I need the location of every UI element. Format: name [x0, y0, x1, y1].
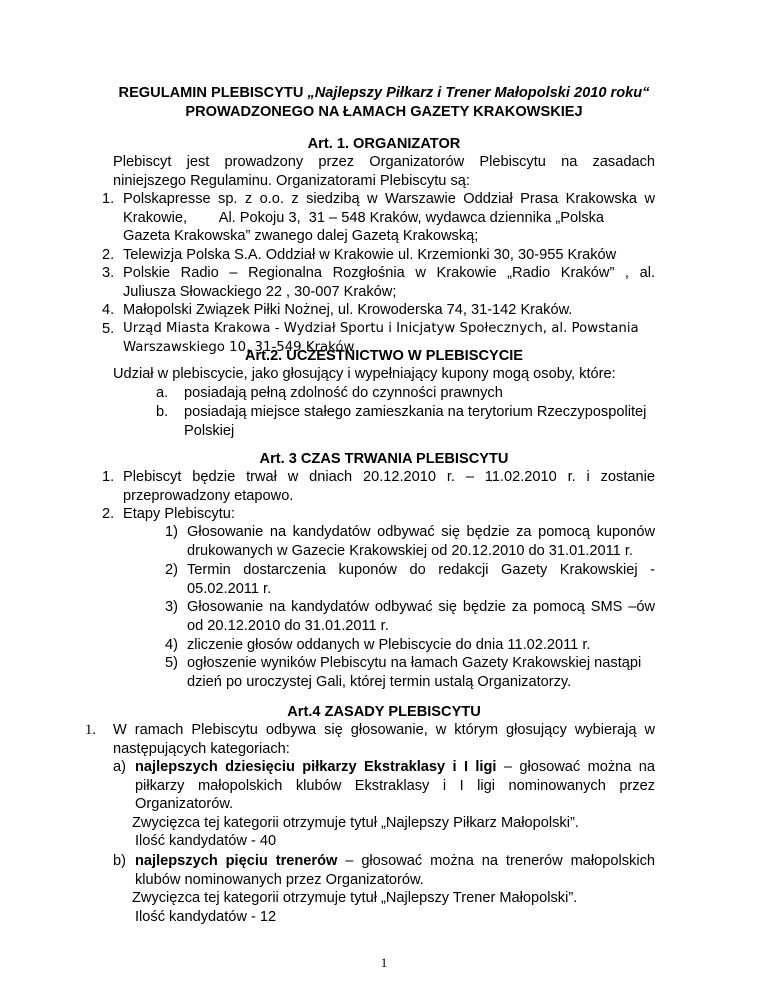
art3-stage-2-line1: Termin dostarczenia kuponów do redakcji Gazety Krakowskiej -: [187, 562, 655, 578]
art3-item-1-line2: przeprowadzony etapowo.: [123, 487, 294, 504]
art1-item-3-line2: Juliusza Słowackiego 22 , 30-007 Kraków;: [123, 283, 397, 300]
title-italic: „Najlepszy Piłkarz i Trener Małopolski 2010 roku“: [307, 85, 650, 101]
art2-item-a: [156, 384, 656, 403]
category-a-winner: Zwycięzca tej kategorii otrzymuje tytuł „Najlepszy Piłkarz Małopolski”.: [132, 814, 579, 831]
art3-stage-4: [165, 636, 655, 655]
list-number: 2.: [102, 506, 115, 522]
art1-item-3: [102, 264, 655, 301]
category-b-count: Ilość kandydatów - 12: [135, 908, 277, 925]
art3-stage-5-line1: ogłoszenie wyników Plebiscytu na łamach Gazety Krakowskiej nastąpi: [187, 655, 642, 671]
art4-category-a: [113, 758, 655, 851]
art4-category-b: [113, 852, 655, 926]
art3-stage-5: [165, 654, 655, 691]
art3-item-1: [102, 468, 655, 505]
list-letter: a.: [156, 385, 169, 401]
list-number: 4.: [102, 302, 115, 318]
list-number: 1.: [85, 722, 96, 738]
art3-stage-1-line1: Głosowanie na kandydatów odbywać się będzie za pomocą kuponów: [187, 524, 655, 540]
art3-item-1-line1: Plebiscyt będzie trwał w dniach 20.12.2010 r. – 11.02.2010 r. i zostanie: [123, 469, 655, 485]
list-letter: b): [113, 853, 126, 869]
list-number: 1.: [102, 191, 115, 207]
list-letter: a): [113, 759, 126, 775]
art3-stage-2: [165, 561, 655, 598]
art2-item-b-line2: Polskiej: [184, 422, 235, 439]
list-number: 4): [165, 637, 178, 653]
title-line-2: PROWADZONEGO NA ŁAMACH GAZETY KRAKOWSKIEJ: [185, 103, 583, 120]
art1-heading: Art. 1. ORGANIZATOR: [307, 136, 461, 152]
art3-stage-4-line1: zliczenie głosów oddanych w Plebiscycie do dnia 11.02.2011 r.: [187, 637, 591, 653]
art3-stage-3-line2: od 20.12.2010 do 31.01.2011 r.: [187, 617, 389, 634]
list-number: 2): [165, 562, 178, 578]
page-number: 1: [380, 955, 388, 970]
art3-stage-2-line2: 05.02.2011 r.: [187, 580, 272, 597]
list-number: 5.: [102, 321, 115, 337]
art3-heading: Art. 3 CZAS TRWANIA PLEBISCYTU: [259, 451, 509, 467]
list-number: 1.: [102, 469, 115, 485]
art4-item-1-line2: następujących kategoriach:: [113, 740, 290, 757]
category-b-line2: klubów nominowanych przez Organizatorów.: [135, 871, 424, 888]
list-number: 3): [165, 599, 178, 615]
art1-item-2-line1: Telewizja Polska S.A. Oddział w Krakowie ul. Krzemionki 30, 30-955 Kraków: [123, 247, 617, 263]
art2-item-b-line1: posiadają miejsce stałego zamieszkania na terytorium Rzeczypospolitej: [184, 404, 647, 420]
document-title: [0, 84, 768, 121]
category-a-line3: Organizatorów.: [135, 796, 234, 813]
list-letter: b.: [156, 404, 169, 420]
art4-heading: Art.4 ZASADY PLEBISCYTU: [287, 704, 481, 720]
art3-stage-3: [165, 598, 655, 635]
title-prefix: REGULAMIN PLEBISCYTU: [118, 85, 308, 101]
art2-item-b: [156, 403, 656, 440]
art3-stage-3-line1: Głosowanie na kandydatów odbywać się będzie za pomocą SMS –ów: [187, 599, 655, 615]
art1-item-1-line1: Polskapresse sp. z o.o. z siedzibą w Warszawie Oddział Prasa Krakowska w: [123, 191, 655, 207]
art2-item-a-line1: posiadają pełną zdolność do czynności prawnych: [184, 385, 503, 401]
art4-item-1-line1: W ramach Plebiscytu odbywa się głosowanie, w którym głosujący wybierają w: [113, 722, 655, 738]
art3-item-2-line1: Etapy Plebiscytu:: [123, 506, 235, 522]
art1-intro-line1: Plebiscyt jest prowadzony przez Organizatorów Plebiscytu na zasadach: [113, 154, 655, 170]
art2-intro: Udział w plebiscycie, jako głosujący i wypełniający kupony mogą osoby, które:: [113, 366, 616, 382]
category-a-count: Ilość kandydatów - 40: [135, 833, 277, 850]
art1-item-5-line1: Urząd Miasta Krakowa - Wydział Sportu i Inicjatyw Społecznych, al. Powstania: [123, 321, 639, 336]
art1-item-4: [102, 301, 655, 320]
art3-stage-5-line2: dzień po uroczystej Gali, której termin ustalą Organizatorzy.: [187, 673, 572, 690]
art1-item-2: [102, 246, 655, 265]
art2-heading: Art.2. UCZESTNICTWO W PLEBISCYCIE: [244, 348, 524, 364]
category-b-winner: Zwycięzca tej kategorii otrzymuje tytuł „Najlepszy Trener Małopolski”.: [132, 890, 578, 907]
art1-item-3-line1: Polskie Radio – Regionalna Rozgłośnia w Krakowie „Radio Kraków” , al.: [123, 265, 655, 281]
art3-stage-1-line2: drukowanych w Gazecie Krakowskiej od 20.12.2010 do 31.01.2011 r.: [187, 542, 633, 559]
list-number: 3.: [102, 265, 115, 281]
list-number: 1): [165, 524, 178, 540]
art3-item-2: [102, 505, 655, 524]
category-a-desc: – głosować można na: [496, 759, 655, 775]
art1-intro: [113, 153, 655, 190]
art1-item-5-line2: Warszawskiego 10, 31-549 Kraków: [123, 339, 355, 355]
list-number: 2.: [102, 247, 115, 263]
category-a-line2: piłkarzy małopolskich klubów Ekstraklasy i I ligi nominowanych przez: [135, 777, 655, 794]
category-b-desc: – głosować można na trenerów małopolskich: [337, 853, 655, 869]
category-a-title: najlepszych dziesięciu piłkarzy Ekstraklasy i I ligi: [135, 759, 497, 775]
art1-item-4-line1: Małopolski Związek Piłki Nożnej, ul. Krowoderska 74, 31-142 Kraków.: [123, 302, 573, 318]
art4-item-1: [85, 721, 655, 758]
art1-item-1-line3: Gazeta Krakowska” zwanego dalej Gazetą Krakowską;: [123, 228, 479, 245]
art1-intro-line2: niniejszego Regulaminu. Organizatorami Plebiscytu są:: [113, 172, 470, 189]
art1-item-1: [102, 190, 655, 246]
art3-stage-1: [165, 523, 655, 560]
category-b-title: najlepszych pięciu trenerów: [135, 853, 338, 869]
art1-item-1-line2: Krakowie, Al. Pokoju 3, 31 – 548 Kraków, wydawca dziennika „Polska: [123, 209, 605, 226]
list-number: 5): [165, 655, 178, 671]
